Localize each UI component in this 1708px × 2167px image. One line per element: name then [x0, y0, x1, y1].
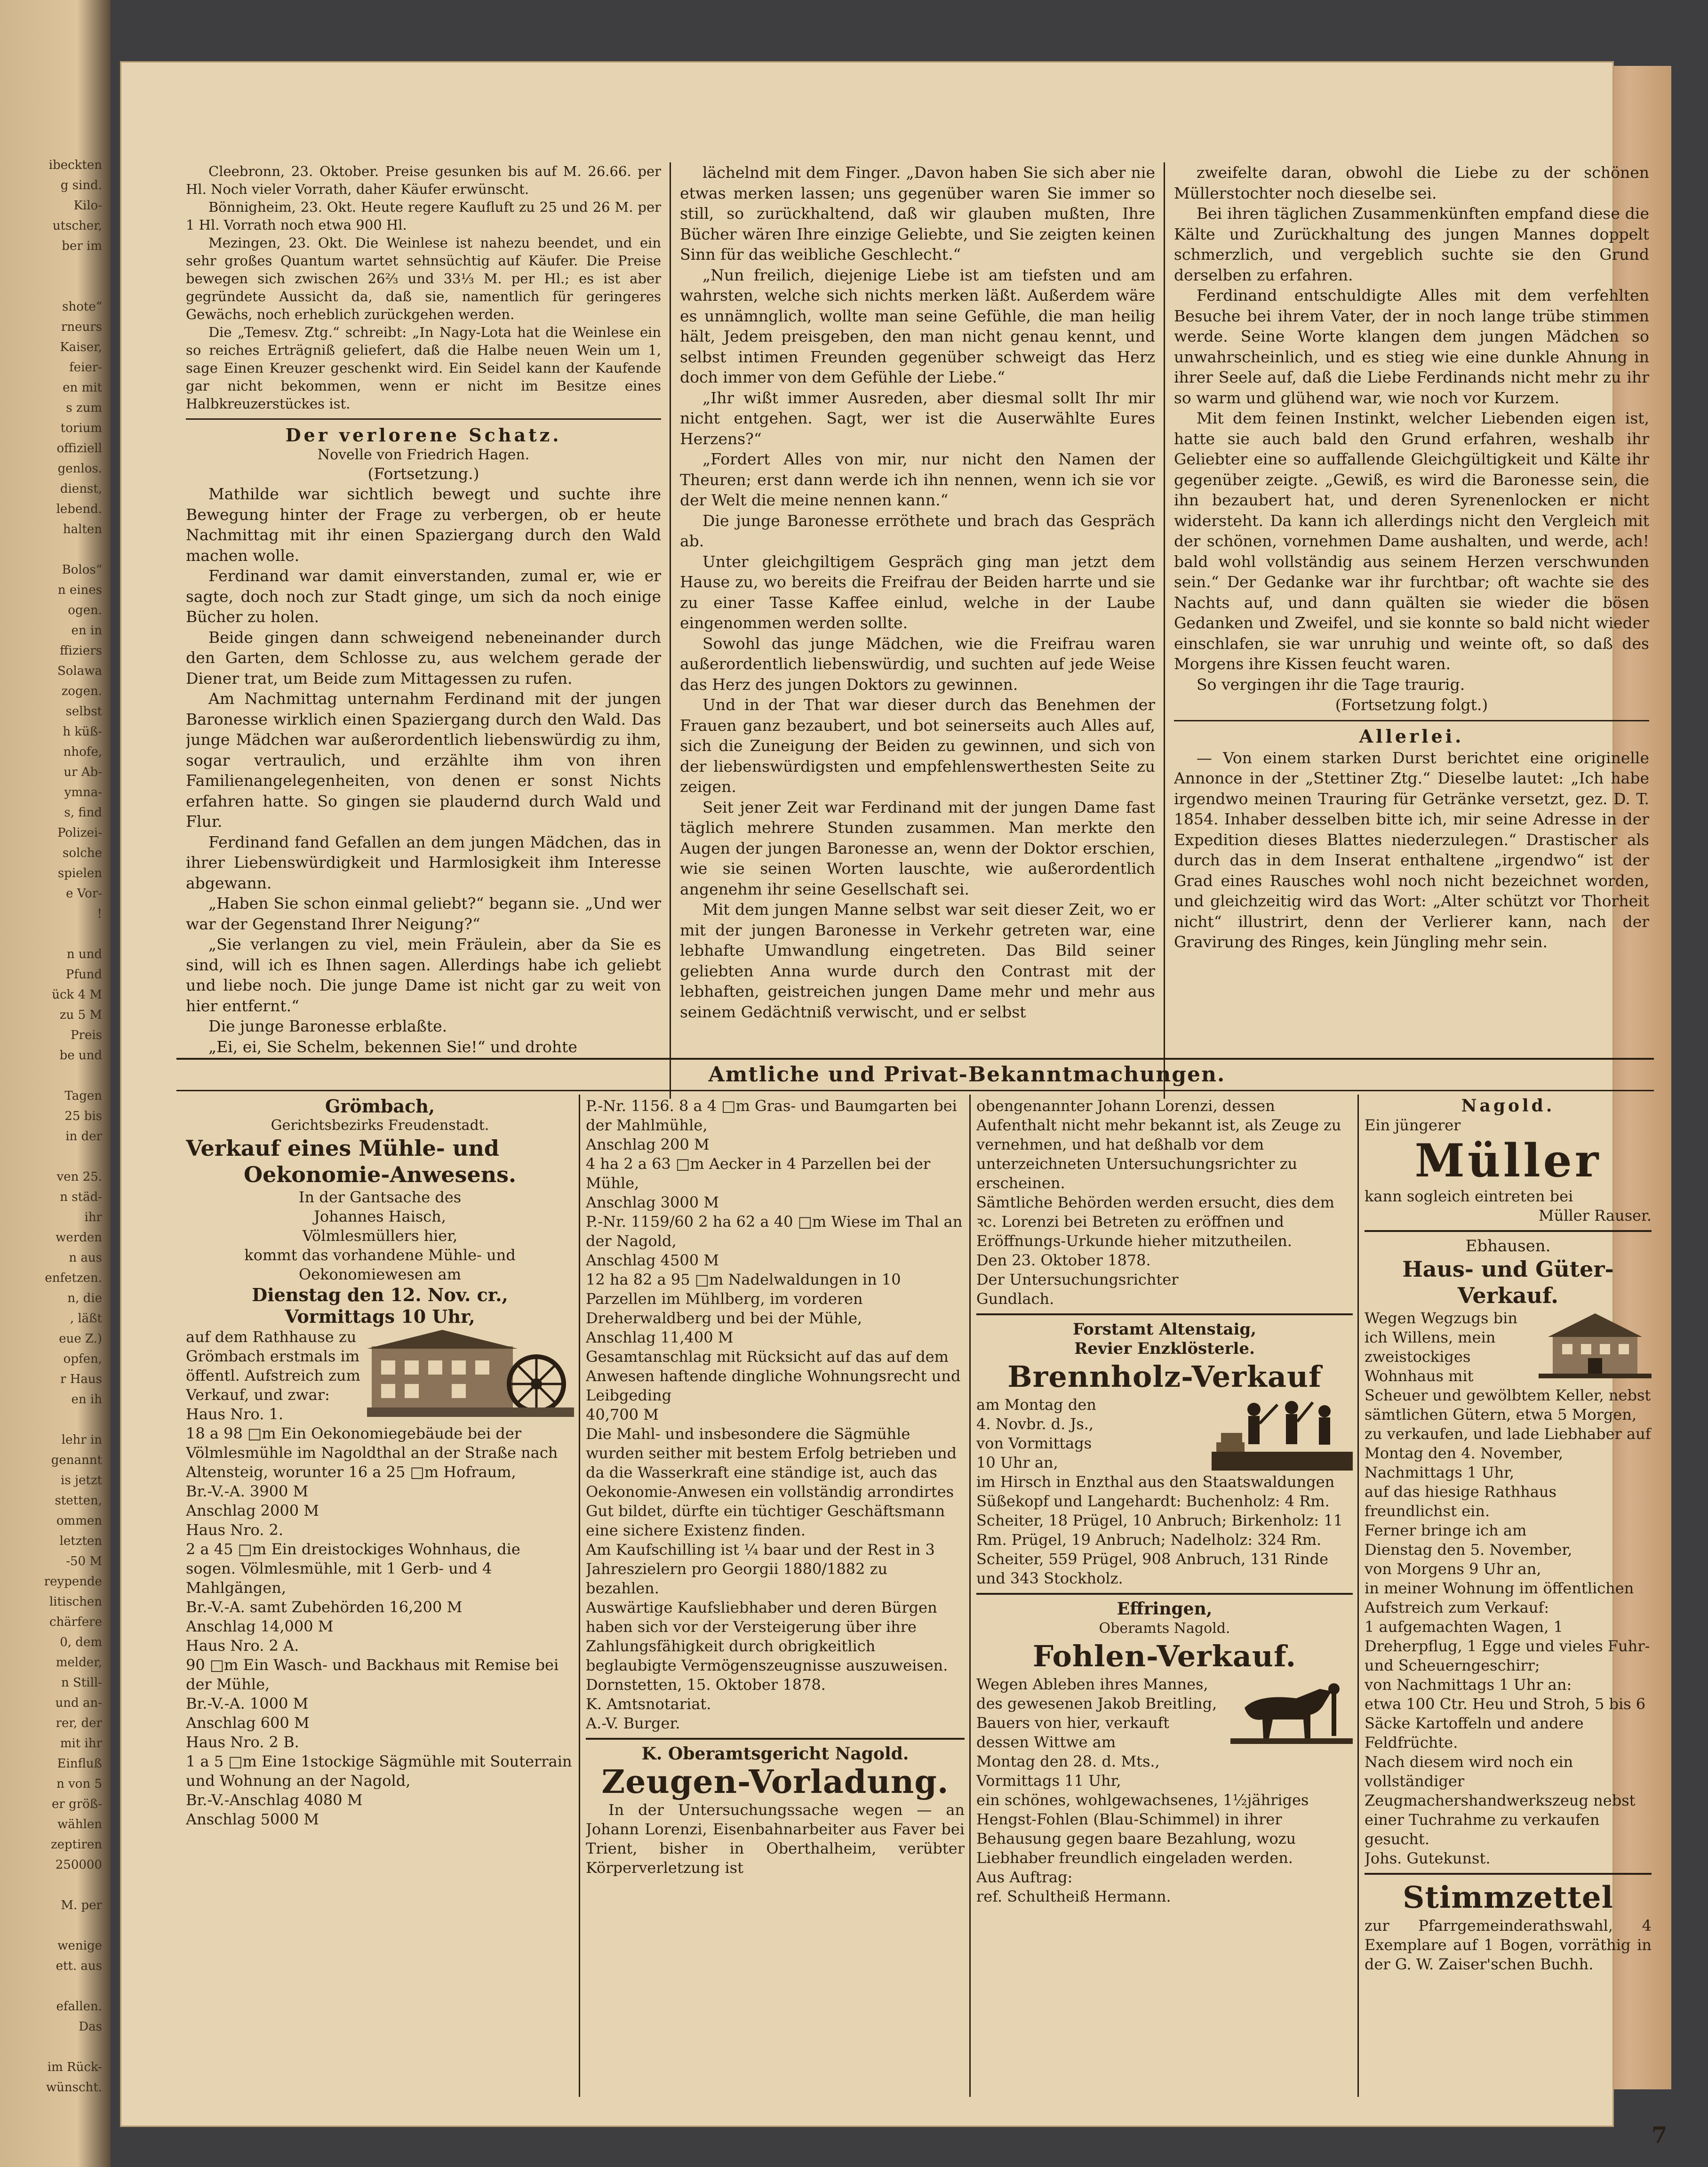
paragraph: „Fordert Alles von mir, nur nicht den Namen der Theuren; erst dann werde ich ihn nennen, wenn ich sie vor der Welt die meine nennen kann.“	[680, 450, 1155, 509]
ad-line: von Nachmittags 1 Uhr an:	[1365, 1676, 1572, 1694]
ebhausen-place: Ebhausen.	[1465, 1237, 1551, 1255]
column-rule	[1164, 162, 1165, 1099]
misc-text	[1174, 748, 1649, 952]
ad-line: auf dem Rathhause zu Grömbach erstmals im öffentl. Aufstreich zum Verkauf, und zwar:	[186, 1328, 360, 1404]
ad-line: Br.-V.-A. samt Zubehörden 16,200 M	[186, 1598, 463, 1616]
paragraph: Die junge Baronesse erblaßte.	[208, 1017, 447, 1035]
ad-line: K. Amtsnotariat.	[586, 1695, 711, 1713]
ad-line: Am Kaufschilling ist ¼ baar und der Rest in 3 Jahreszielern pro Georgii 1880/1882 zu bezahlen.	[586, 1541, 935, 1597]
ad-line: Anschlag 11,400 M	[586, 1328, 734, 1346]
miller-pre: Ein jüngerer	[1365, 1116, 1461, 1134]
ad-line: 40,700 M	[586, 1406, 659, 1423]
ad-line: Anschlag 14,000 M	[186, 1617, 334, 1635]
ad-line: Haus Nro. 2 B.	[186, 1733, 299, 1751]
paragraph: Beide gingen dann schweigend nebeneinander durch den Garten, dem Schlosse zu, aus welchem gerade der Diener trat, um Beide zum Mittagessen zu rufen.	[186, 628, 661, 688]
ad-line: Auswärtige Kaufsliebhaber und deren Bürgen haben sich vor der Versteigerung über ihre Zahlungsfähigkeit durch obrigkeitlich beglaubigte Vermögenszeugnisse auszuweisen.	[586, 1599, 948, 1674]
ad-subplace: Gerichtsbezirks Freudenstadt.	[271, 1117, 489, 1134]
paragraph: Ferdinand war damit einverstanden, zumal er, wie er sagte, doch noch zur Stadt ginge, um sich da noch einige Bücher zu holen.	[186, 567, 661, 626]
ad-line: ein schönes, wohlgewachsenes, 1½jähriges Hengst-Fohlen (Blau-Schimmel) in ihrer Behausung gegen baare Bezahlung, wozu Liebhaber freundlich eingeladen werden.	[976, 1791, 1309, 1867]
ad-line: Dornstetten, 15. Oktober 1878.	[586, 1676, 826, 1694]
market-report: Mezingen, 23. Okt. Die Weinlese ist nahezu beendet, und ein sehr großes Quantum wartet sehnsüchtig auf Käufer. Die Preise bewegen sich zwischen 26⅔ und 33⅓ M. per Hl.; es ist aber gegründete Aussicht da, daß sie, namentlich für geringeres Gewächs, noch erheblich zurückgehen werden.	[186, 235, 661, 322]
ad-line: von Vormittags	[976, 1434, 1092, 1452]
column-1	[186, 162, 661, 1099]
paragraph: Unter gleichgiltigem Gespräch ging man jetzt dem Hause zu, wo bereits die Freifrau der Beiden harrte und sie zu einer Tasse Kaffee einlud, welche in der Laube eingenommen werden sollte.	[680, 552, 1155, 632]
ad-date: Dienstag den 12. Nov. cr.,	[252, 1284, 508, 1305]
forst-office: Forstamt Altenstaig,	[1072, 1320, 1257, 1339]
ad-line: Johs. Gutekunst.	[1365, 1849, 1491, 1867]
ad-line: etwa 100 Ctr. Heu und Stroh, 5 bis 6 Säcke Kartoffeln und andere Feldfrüchte.	[1365, 1695, 1646, 1751]
miller-title: Müller	[1414, 1134, 1602, 1187]
paragraph: „Sie verlangen zu viel, mein Fräulein, aber da Sie es sind, will ich es Ihnen sagen. Allerdings habe ich geliebt und liebe noch. Die junge Dame ist nicht gar zu weit von hier entfernt.“	[186, 935, 661, 1015]
eff-place: Effringen,	[1117, 1599, 1213, 1619]
section-rule-lower	[176, 1090, 1654, 1091]
ad-title-2: Oekonomie-Anwesens.	[243, 1162, 517, 1187]
paragraph: Ferdinand entschuldigte Alles mit dem verfehlten Besuche bei ihrem Vater, der in noch lange trübe stimmen werde. Seine Worte klangen dem jungen Mädchen so unwahrscheinlich, und es stieg wie eine dunkle Ahnung in ihrer Seele auf, daß die Liebe Ferdinands nicht mehr zu ihr so warm und glühend war, wie noch vor Kurzem.	[1174, 286, 1649, 407]
column-2	[680, 162, 1155, 1099]
nagold-place: Nagold.	[1461, 1096, 1555, 1116]
divider	[586, 1738, 965, 1740]
ad-rule	[579, 1095, 580, 2097]
section-rule	[176, 1058, 1654, 1060]
miller-text: kann sogleich eintreten bei	[1365, 1187, 1573, 1205]
ad-line: Vormittags 11 Uhr,	[976, 1772, 1121, 1790]
ballot-title: Stimmzettel	[1403, 1880, 1613, 1915]
novel-text-cont	[680, 162, 1155, 1022]
paragraph: Die junge Baronesse erröthete und brach das Gespräch ab.	[680, 511, 1155, 550]
ad-title-1: Verkauf eines Mühle- und	[186, 1135, 499, 1161]
paragraph: Ferdinand fand Gefallen an dem jungen Mädchen, das in ihrer Liebenswürdigkeit und Harmlosigkeit ihm Interesse abgewann.	[186, 832, 661, 892]
ad-line: Br.-V.-A. 3900 M	[186, 1482, 309, 1500]
paragraph: Bei ihren täglichen Zusammenkünften empfand diese die Kälte und Zurückhaltung des jungen Mannes doppelt schmerzlich, und vergeblich suchte sie den Grund derselben zu erfahren.	[1174, 204, 1649, 284]
ad-muehle-verkauf	[186, 1096, 574, 2099]
ad-line: Haus Nro. 2.	[186, 1521, 284, 1539]
ad-line: 1 aufgemachten Wagen, 1 Dreherpflug, 1 Egge und vieles Fuhr- und Scheuerngeschirr;	[1365, 1618, 1650, 1674]
market-reports	[186, 162, 661, 413]
ad-rule	[969, 1095, 971, 2097]
margin-text: ibeckten g sind. Kilo- utscher, ber im shote“ rneurs Kaiser, feier- en mit s zum torium offiziell genlos. dienst, lebend. halten Bolos“ n eines ogen. en in ffiziers Solawa zogen. selbst h küß- nhofe, ur Ab- ymna- s, find Polizei- solche spielen e Vor- ! n und Pfund ück 4 M zu 5 M Preis be und Tagen 25 bis in der ven 25. n städ- ihr werden n aus enfetzen. n, die , läßt eue Z.) opfen, r Haus en ih lehr in genannt is jetzt stetten, ommen letzten -50 M reypende litischen chärfere 0, dem melder, n Still- und an- rer, der mit ihr Einfluß n von 5 er größ- wählen zeptiren 250000 M. per wenige ett. aus efallen. Das im Rück- wünscht.	[44, 158, 102, 2095]
ad-line: in meiner Wohnung im öffentlichen Aufstreich zum Verkauf:	[1365, 1579, 1634, 1616]
paragraph: zweifelte daran, obwohl die Liebe zu der schönen Müllerstochter noch dieselbe sei.	[1174, 163, 1649, 202]
forst-district: Revier Enzklösterle.	[1074, 1339, 1255, 1358]
ad-line: kommt das vorhandene Mühle- und Oekonomiewesen am	[244, 1246, 516, 1283]
ad-line: 18 a 98 □m Ein Oekonomiegebäude bei der Völmlesmühle im Nagoldthal an der Straße nach Altensteig, worunter 16 a 25 □m Hofraum,	[186, 1424, 558, 1481]
summons-cont	[976, 1096, 1353, 1309]
ad-body-cont	[586, 1096, 965, 1733]
eff-district: Oberamts Nagold.	[1099, 1620, 1230, 1637]
column-rule	[670, 162, 671, 1099]
divider	[186, 418, 661, 420]
ad-line: 10 Uhr an,	[976, 1454, 1058, 1471]
paragraph: lächelnd mit dem Finger. „Davon haben Sie sich aber nie etwas merken lassen; uns gegenüber waren Sie immer so still, so zurückhaltend, daß wir glauben mußten, Ihre Bücher wären Ihre einzige Geliebte, und Sie zeigten keinen Sinn für das weibliche Geschlecht.“	[680, 163, 1155, 264]
ad-rule	[1357, 1095, 1359, 2097]
novel-subtitle: Novelle von Friedrich Hagen.	[317, 447, 530, 463]
ad-line: Haus Nro. 2 A.	[186, 1637, 299, 1655]
ad-line: im Hirsch in Enzthal aus den Staatswaldungen Süßekopf und Langehardt: Buchenholz: 4 Rm. Scheiter, 18 Prügel, 10 Anbruch; Birkenholz: 11 Rm. Prügel, 19 Anbruch; Nadelholz: 324 Rm. Scheiter, 559 Prügel, 908 Anbruch, 131 Rinde und 343 Stockholz.	[976, 1473, 1343, 1587]
summons-text: In der Untersuchungssache wegen — an Johann Lorenzi, Eisenbahnarbeiter aus Faver bei Trient, bisher in Oberthalheim, verübter Körperverletzung ist	[586, 1801, 965, 1877]
ad-line: Den 23. Oktober 1878.	[976, 1251, 1151, 1269]
ad-line: Die Mahl- und insbesondere die Sägmühle wurden seither mit bestem Erfolg betrieben und da die Wasserkraft eine ständige ist, auch das Oekonomie-Anwesen ein vollständig arrondirtes Gut bildet, dürfte ein tüchtiger Geschäftsmann eine sichere Existenz finden.	[586, 1425, 957, 1539]
paragraph: Mit dem feinen Instinkt, welcher Liebenden eigen ist, hatte sie auch bald den Grund erfahren, weshalb ihr Geliebter eine so auffallende Gleichgültigkeit und Kälte ihr gegenüber zeigte. „Gewiß, es wird die Baronesse sein, die ihn bezaubert hat, und deren Syrenenlocken er nicht widersteht. Da kann ich allerdings nicht den Vergleich mit der schönen, vornehmen Dame aushalten, und werde, ach! bald wohl vollständig aus seinem Herzen verschwunden sein.“ Der Gedanke war ihr furchtbar; oft wachte sie des Nachts auf, und dann quälten sie wieder die bösen Gedanken und Zweifel, und sie konnte so bald nicht wieder einschlafen, sie war unruhig und weinte oft, so daß des Morgens ihre Kissen feucht waren.	[1174, 409, 1649, 673]
ad-line: von Morgens 9 Uhr an,	[1365, 1560, 1541, 1578]
ad-line: Sämtliche Behörden werden ersucht, dies dem ꝛc. Lorenzi bei Betreten zu eröffnen und Eröffnungs-Urkunde hieher mitzutheilen.	[976, 1193, 1334, 1250]
ad-line: Völmlesmüllers hier,	[302, 1227, 458, 1245]
ad-line: Anschlag 600 M	[186, 1714, 310, 1732]
ad-line: 12 ha 82 a 95 □m Nadelwaldungen in 10 Parzellen im Mühlberg, im vorderen Dreherwaldberg und bei der Mühle,	[586, 1271, 901, 1327]
divider	[1365, 1230, 1652, 1232]
ad-line: Wegen Ableben ihres Mannes, des gewesenen Jakob Breitling, Bauers von hier, verkauft dessen Wittwe am	[976, 1675, 1217, 1751]
ad-line: Aus Auftrag:	[976, 1868, 1073, 1886]
ad-line: Anschlag 4500 M	[586, 1251, 719, 1269]
ad-line: Haus Nro. 1.	[186, 1405, 284, 1423]
ad-line: P.-Nr. 1156. 8 a 4 □m Gras- und Baumgarten bei der Mahlmühle,	[586, 1097, 957, 1134]
ad-line: 1 a 5 □m Eine 1stockige Sägmühle mit Souterrain und Wohnung an der Nagold,	[186, 1752, 572, 1790]
ad-line: Johannes Haisch,	[314, 1207, 446, 1225]
paragraph: Am Nachmittag unternahm Ferdinand mit der jungen Baronesse wirklich einen Spaziergang durch den Wald. Das junge Mädchen war außerordentlich liebenswürdig zu ihm, sogar vertraulich, und erzählte ihm von ihren Familienangelegenheiten, von denen er sonst Nichts erfahren hatte. So gingen sie plaudernd durch Wald und Flur.	[186, 689, 661, 831]
paragraph: „Nun freilich, diejenige Liebe ist am tiefsten und am wahrsten, welche sich nichts merken läßt. Außerdem wäre es unnämnglich, wollte man seine Gefühle, die man heilig hält, Jedem preisgeben, den man nicht genau kennt, und selbst intimen Freunden gegenüber schweigt das Herz doch immer von dem Gefühle der Liebe.“	[680, 265, 1155, 386]
ad-time: Vormittags 10 Uhr,	[285, 1306, 475, 1327]
paragraph: Mathilde war sichtlich bewegt und suchte ihre Bewegung hinter der Frage zu verbergen, ob er heute Nachmittag mit ihr einen Spaziergang durch den Wald machen wolle.	[186, 485, 661, 565]
divider	[1174, 720, 1649, 721]
ad-line: obengenannter Johann Lorenzi, dessen Aufenthalt nicht mehr bekannt ist, als Zeuge zu vernehmen, und hat deßhalb vor dem unterzeichneten Untersuchungsrichter zu erscheinen.	[976, 1097, 1341, 1192]
house-sale-title-2: Verkauf.	[1457, 1283, 1559, 1308]
newspaper-page	[120, 61, 1668, 2149]
ad-line: Nachmittags 1 Uhr,	[1365, 1463, 1515, 1481]
house-sale-text	[1365, 1309, 1652, 1868]
ad-right-column	[1365, 1096, 1652, 2099]
ad-line: Wegen Wegzugs bin ich Willens, mein zweistockiges Wohnhaus mit Scheuer und gewölbtem Keller, nebst sämtlichen Gütern, etwa 5 Morgen, zu verkaufen, und lade Liebhaber auf	[1365, 1309, 1651, 1443]
ad-line: Der Untersuchungsrichter	[976, 1271, 1179, 1288]
ad-line: Anschlag 200 M	[586, 1135, 710, 1153]
ad-line: Anschlag 2000 M	[186, 1502, 319, 1519]
novel-text-end	[1174, 162, 1649, 695]
farmhouse-illustration	[1539, 1309, 1652, 1379]
ballot-text: zur Pfarrgemeinderathswahl, 4 Exemplare auf 1 Bogen, vorräthig in der G. W. Zaiser'schen Buchh.	[1365, 1917, 1652, 1973]
ad-intro	[186, 1188, 574, 1284]
novel-title: Der verlorene Schatz.	[285, 424, 562, 446]
ad-line: Ferner bringe ich am	[1365, 1521, 1527, 1539]
ad-place: Grömbach,	[325, 1096, 435, 1117]
ad-line: Montag den 4. November,	[1365, 1444, 1564, 1462]
paragraph: „Ihr wißt immer Ausreden, aber diesmal sollt Ihr mir nicht entgehen. Sagt, wer ist die Auserwählte Eures Herzens?“	[680, 388, 1155, 448]
ad-line: Br.-V.-A. 1000 M	[186, 1695, 309, 1712]
foal-title: Fohlen-Verkauf.	[1032, 1639, 1297, 1673]
ad-line: auf das hiesige Rathhaus freundlichst ein.	[1365, 1483, 1556, 1520]
market-report: Die „Temesv. Ztg.“ schreibt: „In Nagy-Lota hat die Weinlese ein so reiches Erträgniß geliefert, daß die Halbe neuen Wein um 1, sage Einen Kreuzer geschenkt wird. Ein Seidel kann der Kaufende gar nicht bekommen, wenn er nicht im Besitze eines Halbkreuzerstückes ist.	[186, 324, 661, 412]
previous-page-margin	[0, 0, 111, 2167]
ad-line: In der Gantsache des	[298, 1188, 462, 1206]
ad-line: Br.-V.-Anschlag 4080 M	[186, 1791, 363, 1809]
continuation-note: (Fortsetzung folgt.)	[1335, 696, 1488, 714]
section-title: Amtliche und Privat-Bekanntmachungen.	[708, 1063, 1226, 1087]
divider	[1365, 1873, 1652, 1875]
summons-title: Zeugen-Vorladung.	[601, 1763, 949, 1801]
ad-line: Anschlag 5000 M	[186, 1810, 319, 1828]
ad-line: Nach diesem wird noch ein vollständiger Zeugmachershandwerkszeug nebst einer Tuchrahme zu verkaufen gesucht.	[1365, 1753, 1636, 1848]
paragraph: Seit jener Zeit war Ferdinand mit der jungen Dame fast täglich mehrere Stunden zusammen. Man merkte den Augen der jungen Baronesse an, wenn der Doktor erschien, wie sie seinen Worten lauschte, wie außerordentlich angenehm ihr seine Gesellschaft sei.	[680, 798, 1155, 898]
paragraph: „Ei, ei, Sie Schelm, bekennen Sie!“ und drohte	[208, 1037, 577, 1056]
ad-line: 90 □m Ein Wasch- und Backhaus mit Remise bei der Mühle,	[186, 1656, 559, 1693]
ad-line: ref. Schultheiß Hermann.	[976, 1887, 1171, 1905]
ad-line: Dienstag den 5. November,	[1365, 1541, 1572, 1559]
divider	[976, 1313, 1353, 1315]
mill-illustration	[367, 1327, 574, 1417]
miller-signature: Müller Rauser.	[1538, 1207, 1652, 1224]
ad-line: Gundlach.	[976, 1290, 1054, 1308]
market-report: Cleebronn, 23. Oktober. Preise gesunken bis auf M. 26.66. per Hl. Noch vieler Vorrath, daher Käufer erwünscht.	[186, 163, 661, 197]
ad-summons-and-sales	[976, 1096, 1353, 2099]
misc-paragraph: — Von einem starken Durst berichtet eine originelle Annonce in der „Stettiner Ztg.“ Dieselbe lautet: „Ich habe irgendwo meinen Trauring für Getränke versetzt, gez. D. T. 1854. Inhaber desselben bitte ich, mir seine Adresse in der Expedition dieses Blattes niederzulegen.“ Drastischer als durch das in dem Inserat enthaltene „irgendwo“ ist der Grad eines Rausches wohl noch nicht bezeichnet worden, und gleichzeitig wird das Wort: „Alter schützt vor Thorheit nicht“ illustrirt, denn der Verlierer kann, nach der Gravirung des Ringes, kein Jüngling mehr sein.	[1174, 748, 1649, 951]
ad-line: P.-Nr. 1159/60 2 ha 62 a 40 □m Wiese im Thal an der Nagold,	[586, 1213, 963, 1250]
house-sale-title-1: Haus- und Güter-	[1402, 1256, 1614, 1282]
ad-muehle-verkauf-cont	[586, 1096, 965, 2099]
novel-text	[186, 484, 661, 1057]
column-3	[1174, 162, 1649, 1099]
paragraph: Sowohl das junge Mädchen, wie die Freifrau waren außerordentlich liebenswürdig, und suchten auf jede Weise das Herz des jungen Doktors zu gewinnen.	[680, 634, 1155, 694]
ad-line: Montag den 28. d. Mts.,	[976, 1752, 1160, 1770]
court-name: K. Oberamtsgericht Nagold.	[641, 1744, 909, 1764]
ad-line: am Montag den	[976, 1396, 1096, 1414]
ad-line: 2 a 45 □m Ein dreistockiges Wohnhaus, die sogen. Völmlesmühle, mit 1 Gerb- und 4 Mahlgängen,	[186, 1540, 520, 1597]
market-report: Bönnigheim, 23. Okt. Heute regere Kaufluft zu 25 und 26 M. per 1 Hl. Vorrath noch etwa 900 Hl.	[186, 199, 661, 233]
ad-line: 4. Novbr. d. Js.,	[976, 1415, 1094, 1433]
paragraph: „Haben Sie schon einmal geliebt?“ begann sie. „Und wer war der Gegenstand Ihrer Neigung?“	[186, 894, 661, 933]
misc-title: Allerlei.	[1359, 725, 1464, 747]
paragraph: Und in der That war dieser durch das Benehmen der Frauen ganz bezaubert, und bot seinerseits auch Alles auf, sich die Zuneigung der Beiden zu gewinnen, und sich von der liebenswürdigsten und empfehlenswerthesten Seite zu zeigen.	[680, 696, 1155, 796]
paragraph: So vergingen ihr die Tage traurig.	[1197, 675, 1465, 694]
ad-line: 4 ha 2 a 63 □m Aecker in 4 Parzellen bei der Mühle,	[586, 1155, 931, 1192]
firewood-title: Brennholz-Verkauf	[1007, 1359, 1322, 1394]
continuation-note: (Fortsetzung.)	[367, 464, 479, 483]
page-number: 7	[1652, 2122, 1668, 2149]
horse-illustration	[1230, 1675, 1353, 1745]
paragraph: Mit dem jungen Manne selbst war seit dieser Zeit, wo er mit der jungen Baronesse in Verkehr getreten war, eine lebhafte Umwandlung eingetreten. Das Bild seiner geliebten Anna wurde durch den Contrast mit der lebhaften, geistreichen jungen Dame mehr und mehr aus seinem Gedächtniß verwischt, und er selbst	[680, 900, 1155, 1021]
divider	[976, 1593, 1353, 1595]
ad-line: Gesamtanschlag mit Rücksicht auf das auf dem Anwesen haftende dingliche Wohnungsrecht und Leibgeding	[586, 1348, 961, 1404]
woodcutters-illustration	[1212, 1395, 1353, 1471]
ad-line: Anschlag 3000 M	[586, 1193, 719, 1211]
ad-line: A.-V. Burger.	[586, 1714, 680, 1732]
